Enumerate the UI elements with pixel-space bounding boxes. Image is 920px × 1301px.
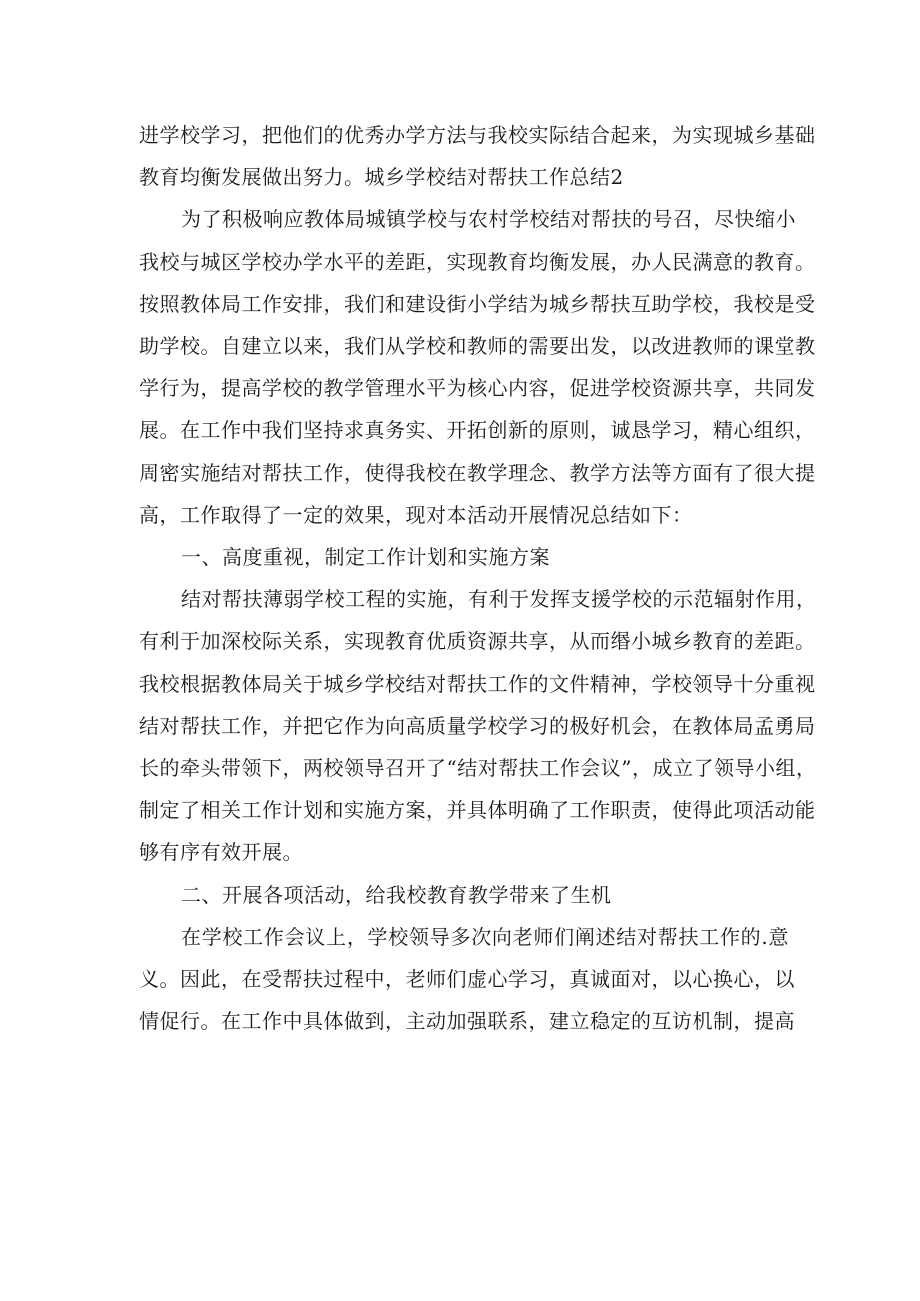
paragraph-line: 展。在工作中我们坚持求真务实、开拓创新的原则，诚恳学习，精心组织， xyxy=(139,418,816,443)
paragraph-line: 为了积极响应教体局城镇学校与农村学校结对帮扶的号召，尽快缩小 xyxy=(181,207,796,232)
paragraph-line: 结对帮扶工作，并把它作为向高质量学校学习的极好机会，在教体局孟勇局 xyxy=(139,713,816,738)
section-heading: 二、开展各项活动，给我校教育教学带来了生机 xyxy=(181,882,612,907)
paragraph-line: 学行为，提高学校的教学管理水平为核心内容，促进学校资源共享，共同发 xyxy=(139,376,816,401)
paragraph-line: 情促行。在工作中具体做到，主动加强联系，建立稳定的互访机制，提高 xyxy=(139,1009,795,1034)
paragraph-line: 够有序有效开展。 xyxy=(139,840,303,865)
document-body xyxy=(139,114,817,1042)
paragraph-line: 在学校工作会议上，学校领导多次向老师们阐述结对帮扶工作的.意 xyxy=(181,924,789,949)
paragraph-line: 制定了相关工作计划和实施方案，并具体明确了工作职责，使得此项活动能 xyxy=(139,798,816,823)
section-heading: 一、高度重视，制定工作计划和实施方案 xyxy=(181,545,550,570)
paragraph-line: 进学校学习，把他们的优秀办学方法与我校实际结合起来，为实现城乡基础 xyxy=(139,123,816,147)
paragraph-line: 周密实施结对帮扶工作，使得我校在教学理念、教学方法等方面有了很大提 xyxy=(139,460,816,485)
paragraph-line: 按照教体局工作安排，我们和建设街小学结为城乡帮扶互助学校，我校是受 xyxy=(139,291,816,316)
paragraph-line: 长的牵头带领下，两校领导召开了“结对帮扶工作会议”，成立了领导小组， xyxy=(139,756,817,781)
paragraph-line: 结对帮扶薄弱学校工程的实施，有利于发挥支援学校的示范辐射作用， xyxy=(181,587,817,612)
paragraph-line: 助学校。自建立以来，我们从学校和教师的需要出发，以改进教师的课堂教 xyxy=(139,334,816,359)
paragraph-line: 有利于加深校际关系，实现教育优质资源共享，从而缗小城乡教育的差距。 xyxy=(139,629,816,654)
paragraph-line: 高，工作取得了一定的效果，现对本活动开展情况总结如下： xyxy=(139,502,693,527)
paragraph-line: 我校根据教体局关于城乡学校结对帮扶工作的文件精神，学校领导十分重视 xyxy=(139,671,816,696)
paragraph-line: 教育均衡发展做出努力。城乡学校结对帮扶工作总结2 xyxy=(139,165,624,190)
paragraph-line: 我校与城区学校办学水平的差距，实现教育均衡发展，办人民满意的教育。 xyxy=(139,249,816,274)
paragraph-line: 义。因此，在受帮扶过程中，老师们虚心学习，真诚面对，以心换心，以 xyxy=(139,967,795,992)
